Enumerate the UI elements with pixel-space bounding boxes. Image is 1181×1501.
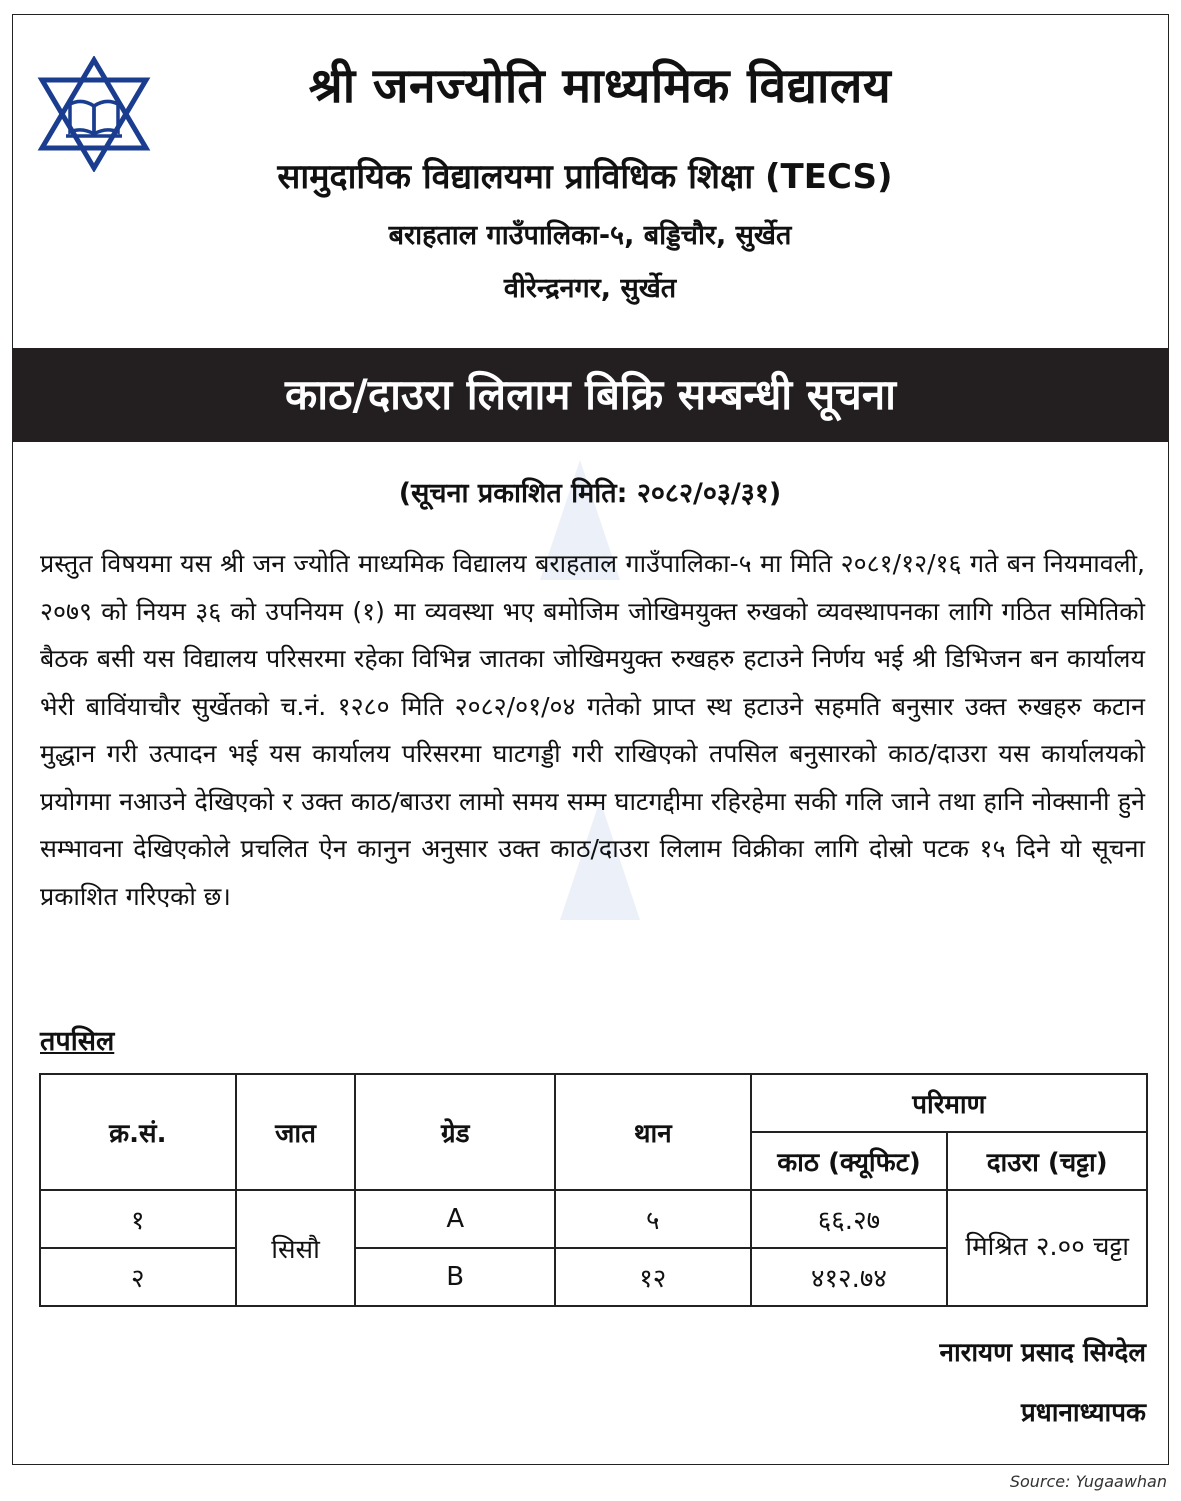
header-quantity: परिमाण (751, 1074, 1147, 1132)
school-logo-icon (36, 56, 152, 172)
row-timber: ४१२.७४ (751, 1248, 948, 1306)
signatory-title: प्रधानाध्यापक (1020, 1398, 1146, 1428)
header-serial: क्र.सं. (40, 1074, 236, 1190)
source-credit: Source: Yugaawhan (1009, 1472, 1167, 1491)
school-name: श्री जनज्योति माध्यमिक विद्यालय (308, 58, 892, 114)
row-grade: B (355, 1248, 555, 1306)
row-grade: A (355, 1190, 555, 1248)
header-grade: ग्रेड (355, 1074, 555, 1190)
header-timber: काठ (क्यूफिट) (751, 1132, 948, 1190)
firewood-cell: मिश्रित २.०० चट्टा (947, 1190, 1147, 1306)
row-count: १२ (555, 1248, 751, 1306)
table-row (40, 1190, 1147, 1248)
publication-date: (सूचना प्रकाशित मिति: २०८२/०३/३१) (398, 478, 782, 509)
species-cell: सिसौ (236, 1190, 356, 1306)
details-section-label: तपसिल (40, 1026, 115, 1057)
row-serial: २ (40, 1248, 236, 1306)
header-firewood: दाउरा (चट्टा) (947, 1132, 1147, 1190)
details-table (39, 1073, 1148, 1307)
row-timber: ६६.२७ (751, 1190, 948, 1248)
address-line-1: बराहताल गाउँपालिका-५, बड्डिचौर, सुर्खेत (388, 220, 792, 251)
header-count: थान (555, 1074, 751, 1190)
school-subtitle: सामुदायिक विद्यालयमा प्राविधिक शिक्षा (TECS) (277, 157, 893, 197)
row-count: ५ (555, 1190, 751, 1248)
address-line-2: वीरेन्द्रनगर, सुर्खेत (503, 273, 677, 304)
notice-title-banner (12, 348, 1169, 442)
notice-title: काठ/दाउरा लिलाम बिक्रि सम्बन्धी सूचना (284, 370, 897, 419)
row-serial: १ (40, 1190, 236, 1248)
signatory-name: नारायण प्रसाद सिग्देल (939, 1338, 1146, 1368)
header-species: जात (236, 1074, 356, 1190)
notice-body: प्रस्तुत विषयमा यस श्री जन ज्योति माध्यमिक विद्यालय बराहताल गाउँपालिका-५ मा मिति २०८१/१२/१६ गते बन नियमावली, २०७९ को नियम ३६ को उपनियम (१) मा व्यवस्था भए बमोजिम जोखिमयुक्त रुखको व्यवस्थापनका लागि गठित समितिको बैठक बसी यस विद्यालय परिसरमा रहेका विभिन्न जातका जोखिमयुक्त रुखहरु हटाउने निर्णय भई श्री डिभिजन बन कार्यालय भेरी बाविंयाचौर सुर्खेतको च.नं. १२८० मिति २०८२/०१/०४ गतेको प्राप्त स्थ हटाउने सहमति बनुसार उक्त रुखहरु कटान मुद्धान गरी उत्पादन भई यस कार्यालय परिसरमा घाटगड्डी गरी राखिएको तपसिल बनुसारको काठ/दाउरा यस कार्यालयको प्रयोगमा नआउने देखिएको र उक्त काठ/बाउरा लामो समय सम्म घाटगद्दीमा रहिरहेमा सकी गलि जाने तथा हानि नोक्सानी हुने सम्भावना देखिएकोले प्रचलित ऐन कानुन अनुसार उक्त काठ/दाउरा लिलाम विक्रीका लागि दोस्रो पटक १५ दिने यो सूचना प्रकाशित गरिएको छ। (40, 549, 1145, 911)
